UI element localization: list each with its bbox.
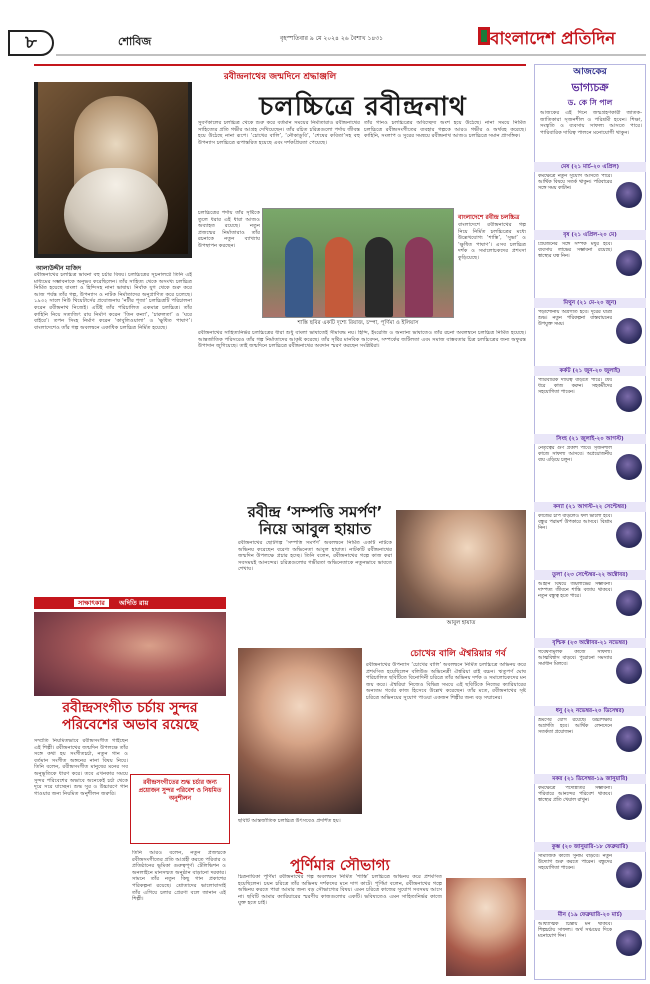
purnima-text: চিত্রনায়িকা পূর্ণিমা রবীন্দ্রনাথের গল্প অবলম্বনে নির্মিত ‘শাস্তি’ চলচ্চিত্রে অভিনয় করে প্রশংসিত হয়েছিলেন। চয়ন চরিত্রে তাঁর অভিনয় দর্শকদের মনে দাগ কাটে। পূর্ণিমা বলেন, রবীন্দ্রনাথের গল্পে অভিনয় করতে পারা আমার জন্য বড় সৌভাগ্যের বিষয়। এমন চরিত্রে কাজের সুযোগ সবসময় আসে না। ছবিটি আমার ক্যারিয়ারের স্মরণীয় কাজগুলোর একটি। ভবিষ্যতেও এমন সাহিত্যনির্ভর কাজে যুক্ত হতে চাই। — [238, 874, 442, 907]
rashi-heading: মেষ (২১ মার্চ-২০ এপ্রিল) — [534, 162, 646, 172]
photo-figure — [285, 237, 313, 317]
zodiac-icon — [616, 862, 642, 888]
abul-hayat-photo — [396, 510, 526, 618]
rashi-heading: সিংহ (২১ জুলাই-২০ আগস্ট) — [534, 434, 646, 444]
zodiac-icon — [616, 386, 642, 412]
rashi-heading: বৃষ (২১ এপ্রিল-২০ মে) — [534, 230, 646, 240]
masthead-logo-icon — [478, 27, 490, 45]
purnima-title: পূর্ণিমার সৌভাগ্য — [290, 856, 390, 874]
aishwarya-text-2: ছবিটি আন্তর্জাতিক চলচ্চিত্র উৎসবেও প্রদর্শিত হয়। — [238, 818, 341, 824]
zodiac-icon — [616, 522, 642, 548]
feature-subheading: বাংলাদেশে রবীন্দ্র চলচ্চিত্র — [458, 214, 520, 221]
interview-column-2: তিনি আরও বলেন, নতুন প্রজন্মকে রবীন্দ্রসংগীতের প্রতি আগ্রহী করতে পরিবার ও প্রতিষ্ঠানের ভূমিকা গুরুত্বপূর্ণ। টেলিভিশন ও অনলাইনে মানসম্মত অনুষ্ঠান বাড়ানো দরকার। সামনে তাঁর নতুন কিছু গান প্রকাশের পরিকল্পনা রয়েছে। শ্রোতাদের ভালোবাসাই তাঁর এগিয়ে চলার প্রেরণা বলে জানান এই শিল্পী। — [132, 850, 226, 903]
aishwarya-photo — [238, 648, 362, 814]
horoscope-intro: আজকের এই দিনে জন্মগ্রহণকারী জাতক-জাতিকারা সৃজনশীল ও পরিশ্রমী হবেন। শিক্ষা, সংস্কৃতি ও ব্যবসায় সাফল্য আসতে পারে। পারিবারিক দায়িত্ব পালনে মনোযোগী থাকুন। — [540, 110, 642, 136]
page-number: ৮ — [8, 30, 54, 56]
zodiac-icon — [616, 658, 642, 684]
shasti-film-photo — [262, 208, 454, 318]
photo-figure — [325, 237, 353, 317]
rashi-text: পড়াশোনায় অগ্রগতি হবে। দূরের যাত্রা শুভ। নতুন পরিকল্পনা বাস্তবায়নের উপযুক্ত সময়। — [538, 310, 612, 328]
rashi-heading: তুলা (২৩ সেপ্টেম্বর-২২ অক্টোবর) — [534, 570, 646, 580]
photo-figure — [405, 237, 433, 317]
horoscope-title-1: আজকের — [573, 67, 607, 77]
interview-label-bar — [34, 597, 226, 609]
zodiac-icon — [616, 182, 642, 208]
feature-title: চলচ্চিত্রে রবীন্দ্রনাথ — [259, 92, 467, 122]
rashi-text: পারিবারিক দায়িত্ব বাড়তে পারে। ধৈর্য ধরে কাজ করুন। সহকর্মীদের সহযোগিতা পাবেন। — [538, 378, 612, 396]
horoscope-author: ড. কে সি পাল — [567, 98, 613, 107]
rashi-heading: মকর (২১ ডিসেম্বর-১৯ জানুয়ারি) — [534, 774, 646, 784]
feature-byline: আলাউদ্দীন মাজিদ — [36, 265, 82, 272]
horoscope-header — [534, 64, 646, 94]
rashi-text: গবেষণামূলক কাজে সাফল্য। আত্মবিশ্বাস বাড়বে। পুরোনো সমস্যার সমাধান মিলবে। — [538, 650, 612, 668]
rashi-heading: বৃশ্চিক (২৩ অক্টোবর-২১ নভেম্বর) — [534, 638, 646, 648]
abul-hayat-caption: আবুল হায়াত — [446, 620, 476, 626]
header-divider — [56, 54, 646, 56]
rashi-text: আইনি বিষয়ে জয়লাভের সম্ভাবনা। দাম্পত্য জীবনে শান্তি বজায় থাকবে। নতুন বন্ধুত্ব হতে পারে। — [538, 582, 612, 600]
masthead: বাংলাদেশ প্রতিদিন — [490, 29, 616, 49]
portrait-beard — [64, 168, 168, 252]
rashi-text: কর্মক্ষেত্রে নতুন সুযোগ আসতে পারে। আর্থিক বিষয়ে সতর্ক থাকুন। পরিবারের সঙ্গে সময় কাটান। — [538, 174, 612, 192]
rashi-heading: কুম্ভ (২০ জানুয়ারি-১৮ ফেব্রুয়ারি) — [534, 842, 646, 852]
section-title: শোবিজ — [118, 35, 152, 48]
interview-pull-quote: রবীন্দ্রসংগীতের শুদ্ধ চর্চার জন্য প্রয়োজন সুন্দর পরিবেশ ও নিয়মিত অনুশীলন — [130, 774, 230, 844]
rashi-text: প্রিয়জনের সঙ্গে সম্পর্ক মধুর হবে। ব্যবসায় লাভের সম্ভাবনা রয়েছে। স্বাস্থ্যের যত্ন নিন। — [538, 242, 612, 260]
feature-column-c: তাঁর গানও চলচ্চিত্রের অবিচ্ছেদ্য অংশ হয়ে উঠেছে। নানা সময়ে নির্মিত চলচ্চিত্রে রবীন্দ্রসংগীতের ব্যবহার গল্পকে আরও গভীর ও অর্থবহ করেছে। কাহিনি, সংলাপ ও সুরের সমন্বয়ে রবীন্দ্রনাথ আজও চলচ্চিত্রে সমান প্রাসঙ্গিক। — [364, 120, 526, 140]
rashi-heading: মীন (১৯ ফেব্রুয়ারি-২০ মার্চ) — [534, 910, 646, 920]
zodiac-icon — [616, 794, 642, 820]
abul-hayat-title: রবীন্দ্র ‘সম্পত্তি সমর্পণ’ নিয়ে আবুল হায়াত — [247, 503, 383, 538]
aishwarya-title: চোখের বালি ঐশ্বরিয়ার গর্ব — [410, 649, 506, 659]
feature-column-b: সুবর্ণকালের চলচ্চিত্র থেকে শুরু করে বর্তমান সময়ের নির্মাতারাও রবীন্দ্রনাথের সাহিত্যের প্রতি গভীর আগ্রহ দেখিয়েছেন। তাঁর রচিত চরিত্রগুলো পর্দায় জীবন্ত হয়ে উঠেছে নানা রূপে। ‘চোখের বালি’, ‘নৌকাডুবি’, ‘শেষের কবিতা’সহ বহু উপন্যাস চলচ্চিত্রে রূপান্তরিত হয়েছে এবং দর্শকপ্রিয়তা পেয়েছে। — [198, 120, 360, 146]
feature-kicker: রবীন্দ্রনাথের জন্মদিনে শ্রদ্ধাঞ্জলি — [34, 64, 526, 82]
rashi-heading: কর্কট (২১ জুন-২০ জুলাই) — [534, 366, 646, 376]
horoscope-title-2: ভাগ্যচক্র — [571, 81, 609, 94]
rashi-text: নেতৃত্বের গুণ প্রকাশ পাবে। সৃজনশীল কাজে সাফল্য আসবে। অপ্রয়োজনীয় ব্যয় এড়িয়ে চলুন। — [538, 446, 612, 464]
interview-column-1: সম্প্রতি নিয়মিতভাবে রবীন্দ্রসংগীত গাইছেন এই শিল্পী। রবীন্দ্রনাথের জন্মদিন উপলক্ষে তাঁর সঙ্গে কথা হয় সংগীতচর্চা, নতুন গান ও বর্তমান সংগীত অঙ্গনের নানা বিষয় নিয়ে। তিনি বলেন, রবীন্দ্রসংগীত মানুষের মনের সব অনুভূতিকে ধারণ করে। তবে এখনকার সময়ে সুন্দর পরিবেশের অভাবে অনেকেই চর্চা থেকে দূরে সরে যাচ্ছেন। শুদ্ধ সুর ও উচ্চারণে গান গাওয়ার জন্য নিয়মিত অনুশীলন জরুরি। — [34, 738, 128, 797]
abul-hayat-text: রবীন্দ্রনাথের ছোটগল্প ‘সম্পত্তি সমর্পণ’ অবলম্বনে নির্মিত একটি নাটকে অভিনয় করেছেন বরেণ্য অভিনেতা আবুল হায়াত। নাটকটি রবীন্দ্রনাথের জন্মদিন উপলক্ষে প্রচার হচ্ছে। তিনি বলেন, রবীন্দ্রনাথের গল্পে কাজ করা সবসময়ই আনন্দের। চরিত্রগুলোর গভীরতা অভিনেতাকে নতুনভাবে ভাবতে শেখায়। — [238, 540, 392, 573]
zodiac-icon — [616, 930, 642, 956]
feature-column-a: রবীন্দ্রনাথের চলচ্চিত্র ভাবনা বহু চর্চার বিষয়। চলচ্চিত্রের সূচনালগ্নে তিনি এই মাধ্যমের সম্ভাবনাকে অনুভব করেছিলেন। তাঁর সাহিত্য থেকে অসংখ্য চলচ্চিত্র নির্মিত হয়েছে বাংলা ও হিন্দিসহ নানা ভাষায়। নির্বাক যুগ থেকে শুরু করে আজ পর্যন্ত তাঁর গল্প, উপন্যাস ও নাটক নির্মাতাদের অনুপ্রাণিত করে চলেছে। ১৯৩২ সালে নিউ থিয়েটার্সের প্রযোজনায় ‘নটীর পূজা’ চলচ্চিত্রটি পরিচালনা করেন রবীন্দ্রনাথ নিজেই। এটিই তাঁর পরিচালিত একমাত্র চলচ্চিত্র। তাঁর কাহিনি নিয়ে সত্যজিৎ রায় নির্মাণ করেন ‘তিন কন্যা’, ‘চারুলতা’ ও ‘ঘরে বাইরে’। তপন সিংহ নির্মাণ করেন ‘কাবুলিওয়ালা’ ও ‘ক্ষুধিত পাষাণ’। বাংলাদেশেও তাঁর গল্প অবলম্বনে একাধিক চলচ্চিত্র নির্মিত হয়েছে। — [34, 272, 192, 331]
rashi-heading: মিথুন (২১ মে-২০ জুন) — [534, 298, 646, 308]
page-header — [0, 0, 650, 58]
photo-figure — [365, 237, 393, 317]
zodiac-icon — [616, 590, 642, 616]
zodiac-icon — [616, 250, 642, 276]
zodiac-icon — [616, 726, 642, 752]
aishwarya-text: রবীন্দ্রনাথের উপন্যাস ‘চোখের বালি’ অবলম্বনে নির্মিত চলচ্চিত্রে অভিনয় করে প্রশংসিত হয়েছিলেন বলিউড অভিনেত্রী ঐশ্বরিয়া রাই বচ্চন। ঋতুপর্ণ ঘোষ পরিচালিত ছবিটিতে বিনোদিনী চরিত্রে তাঁর অভিনয় দর্শক ও সমালোচকদের মন জয় করে। ঐশ্বরিয়া নিজেও বিভিন্ন সময়ে এই ছবিটিকে নিজের ক্যারিয়ারের অন্যতম গর্বের কাজ হিসেবে উল্লেখ করেছেন। তাঁর মতে, রবীন্দ্রনাথের সৃষ্ট চরিত্রে অভিনয়ের সুযোগ পাওয়া একজন শিল্পীর জন্য বড় সম্মানের। — [366, 662, 526, 701]
interview-photo — [34, 612, 226, 696]
tagore-portrait — [34, 68, 192, 258]
rashi-text: সামাজিক কাজে সুনাম বাড়বে। নতুন উদ্যোগ শুরু করতে পারেন। বন্ধুদের সহযোগিতা পাবেন। — [538, 854, 612, 872]
purnima-photo — [446, 878, 526, 976]
interview-name: অদিতি রায় — [119, 599, 149, 607]
rashi-heading: কন্যা (২১ আগস্ট-২২ সেপ্টেম্বর) — [534, 502, 646, 512]
rashi-text: আধ্যাত্মিক চিন্তায় মন থাকবে। শিল্পচর্চায় সাফল্য। অর্থ সঞ্চয়ের দিকে মনোযোগ দিন। — [538, 922, 612, 940]
rashi-heading: ধনু (২২ নভেম্বর-২০ ডিসেম্বর) — [534, 706, 646, 716]
zodiac-icon — [616, 318, 642, 344]
feature-column-bottom: রবীন্দ্রনাথের সাহিত্যনির্ভর চলচ্চিত্রের ধারা শুধু বাংলা ভাষাতেই সীমাবদ্ধ নয়। হিন্দি, ইংরেজি ও অন্যান্য ভাষাতেও তাঁর রচনা অবলম্বনে চলচ্চিত্র নির্মিত হয়েছে। আন্তর্জাতিক পরিসরেও তাঁর গল্প নির্মাতাদের আকৃষ্ট করেছে। তাঁর সৃষ্টির মানবিক আবেদন, সম্পর্কের জটিলতা এবং সমাজ বাস্তবতার চিত্র চলচ্চিত্রের জন্য অফুরন্ত উপাদান জুগিয়েছে। তাই জন্মদিনে চলচ্চিত্রে রবীন্দ্রনাথের অবদান স্মরণ করছেন সংশ্লিষ্টরা। — [198, 330, 526, 350]
interview-label: সাক্ষাৎকার — [74, 599, 109, 607]
rashi-text: কাজের চাপ বাড়লেও ফল ভালো হবে। বন্ধুর পরামর্শ উপকারে আসবে। বিশ্রাম নিন। — [538, 514, 612, 532]
rashi-text: কর্মক্ষেত্রে পদোন্নতির সম্ভাবনা। পরিবারে আনন্দের পরিবেশ থাকবে। স্বাস্থ্যের প্রতি খেয়াল রাখুন। — [538, 786, 612, 804]
interview-title: রবীন্দ্রসংগীত চর্চায় সুন্দর পরিবেশের অভাব রয়েছে — [61, 700, 199, 733]
issue-date: বৃহস্পতিবার ৯ মে ২০২৪ ২৬ বৈশাখ ১৪৩১ — [280, 35, 384, 42]
feature-column-c2: বাংলাদেশে রবীন্দ্রনাথের গল্প নিয়ে নির্মিত চলচ্চিত্রের মধ্যে উল্লেখযোগ্য ‘শাস্তি’, ‘সুভা’ ও ‘ক্ষুধিত পাষাণ’। এসব চলচ্চিত্র দর্শক ও সমালোচকদের প্রশংসা কুড়িয়েছে। — [458, 222, 526, 261]
feature-column-b2: চলচ্চিত্রের পর্দায় তাঁর সৃষ্টিকে তুলে ধরার এই ধারা আজও অব্যাহত রয়েছে। নতুন প্রজন্মের নির্মাতারাও তাঁর রচনাকে নতুন ব্যাখ্যায় উপস্থাপন করছেন। — [198, 210, 260, 249]
rashi-text: ভ্রমণের যোগ রয়েছে। উচ্চশিক্ষায় অগ্রগতি হবে। আর্থিক লেনদেনে সতর্কতা প্রয়োজন। — [538, 718, 612, 736]
photo-caption: শাস্তি ছবির একটি দৃশ্যে রিয়াজ, চম্পা, পূর্ণিমা ও ইলিয়াস — [297, 320, 419, 326]
zodiac-icon — [616, 454, 642, 480]
